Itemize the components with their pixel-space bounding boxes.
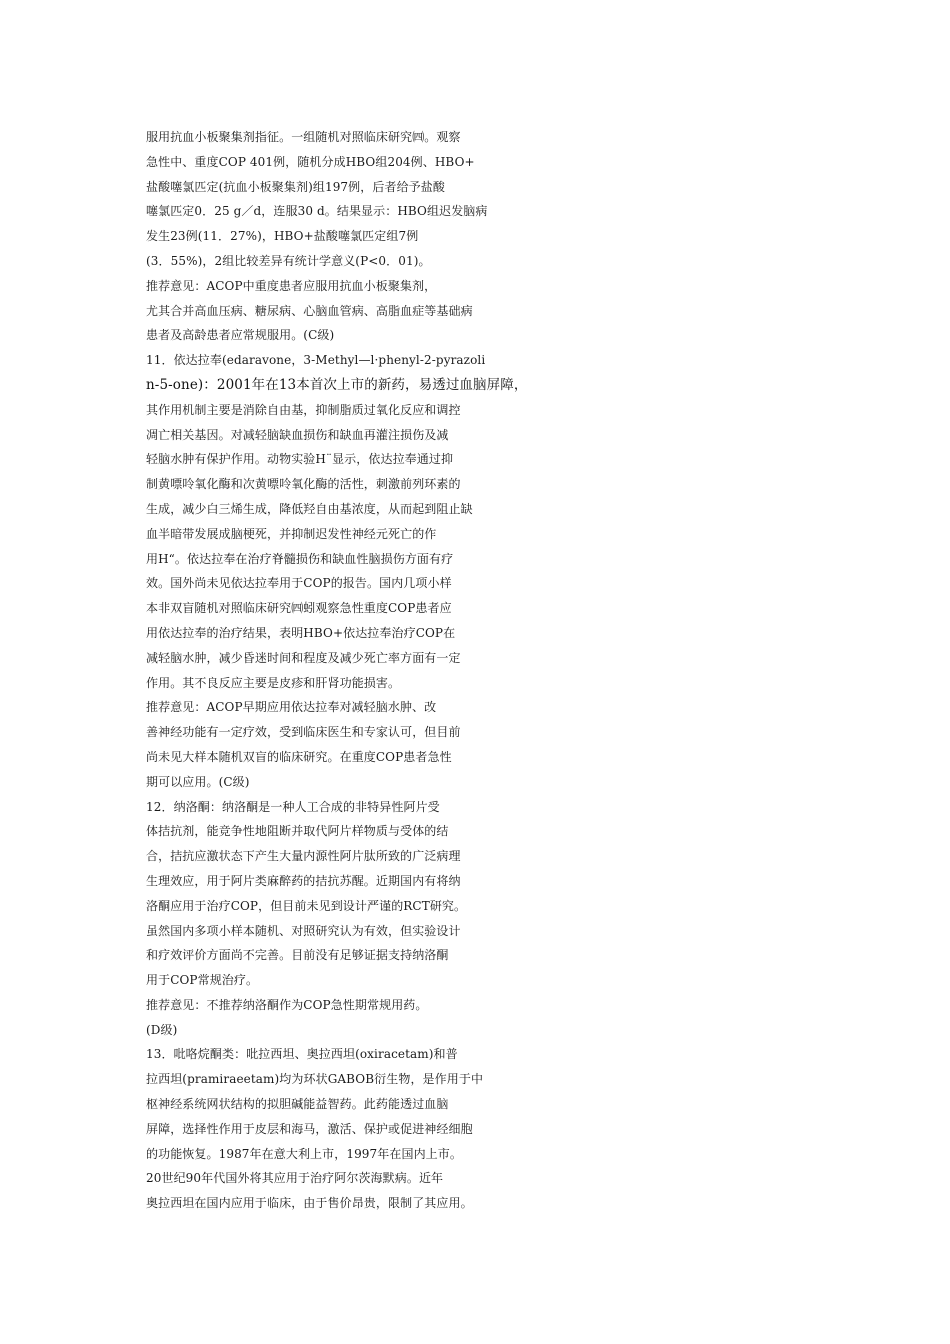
text-line: 效。国外尚未见依达拉奉用于COP的报告。国内几项小样 — [146, 576, 452, 591]
text-line: 患者及高龄患者应常规服用。(C级) — [146, 328, 335, 343]
text-line: 屏障，选择性作用于皮层和海马，激活、保护或促进神经细胞 — [146, 1121, 473, 1136]
text-line: 服用抗血小板聚集剂指征。一组随机对照临床研究㈣。观察 — [146, 130, 461, 144]
text-line: 减轻脑水肿，减少昏迷时间和程度及减少死亡率方面有一定 — [146, 650, 461, 665]
text-line: 用依达拉奉的治疗结果，表明HBO+依达拉奉治疗COP在 — [146, 625, 456, 640]
text-line: 本非双盲随机对照临床研究㈣蚓观察急性重度COP患者应 — [146, 601, 452, 616]
text-line: 11．依达拉奉(edaravone，3-Methyl—l·phenyl-2-pyrazoli — [146, 353, 486, 368]
text-line: 血半暗带发展成脑梗死，并抑制迟发性神经元死亡的作 — [146, 526, 437, 541]
text-line: 其作用机制主要是消除自由基，抑制脂质过氧化反应和调控 — [146, 402, 461, 417]
text-line: 盐酸噻氯匹定(抗血小板聚集剂)组197例，后者给予盐酸 — [146, 179, 445, 194]
text-line: 制黄嘌呤氧化酶和次黄嘌呤氧化酶的活性，刺激前列环素的 — [146, 477, 461, 492]
text-line: 发生23例(11．27%)，HBO+盐酸噻氯匹定组7例 — [146, 229, 419, 244]
text-line: 期可以应用。(C级) — [146, 774, 250, 789]
text-line: 用H“。依达拉奉在治疗脊髓损伤和缺血性脑损伤方面有疗 — [146, 551, 454, 566]
text-line: 20世纪90年代国外将其应用于治疗阿尔茨海默病。近年 — [146, 1171, 444, 1186]
text-line: 生理效应，用于阿片类麻醉药的拮抗苏醒。近期国内有将纳 — [146, 873, 461, 888]
text-line: 噻氯匹定0．25 g／d，连服30 d。结果显示：HBO组迟发脑病 — [146, 204, 488, 219]
text-line: 作用。其不良反应主要是皮疹和肝肾功能损害。 — [146, 675, 401, 690]
text-line: n-5-one)：2001年在13本首次上市的新药，易透过血脑屏障， — [146, 376, 528, 393]
text-line: 奥拉西坦在国内应用于临床，由于售价昂贵，限制了其应用。 — [146, 1196, 473, 1211]
text-line: 和疗效评价方面尚不完善。目前没有足够证据支持纳洛酮 — [146, 948, 449, 963]
text-line: 枢神经系统网状结构的拟胆碱能益智药。此药能透过血脑 — [146, 1097, 449, 1112]
text-line: 的功能恢复。1987年在意大利上市，1997年在国内上市。 — [146, 1146, 462, 1161]
text-line: 13．吡咯烷酮类：吡拉西坦、奥拉西坦(oxiracetam)和普 — [146, 1047, 458, 1062]
text-line: 尚未见大样本随机双盲的临床研究。在重度COP患者急性 — [146, 749, 452, 764]
text-line: (3．55%)，2组比较差异有统计学意义(P<0．01)。 — [146, 253, 431, 268]
text-line: 合，拮抗应激状态下产生大量内源性阿片肽所致的广泛病理 — [146, 849, 461, 864]
text-line: 体拮抗剂，能竞争性地阻断并取代阿片样物质与受体的结 — [146, 824, 449, 839]
text-line: 急性中、重度COP 401例，随机分成HBO组204例、HBO+ — [146, 154, 475, 169]
text-line: 12．纳洛酮：纳洛酮是一种人工合成的非特异性阿片受 — [146, 799, 440, 814]
text-line: 凋亡相关基因。对减轻脑缺血损伤和缺血再灌注损伤及减 — [146, 427, 449, 442]
text-line: 轻脑水肿有保护作用。动物实验H¨显示，依达拉奉通过抑 — [146, 452, 454, 467]
text-line: 用于COP常规治疗。 — [146, 973, 259, 988]
text-line: 拉西坦(pramiraeetam)均为环状GABOB衍生物，是作用于中 — [146, 1072, 484, 1087]
text-line: 善神经功能有一定疗效，受到临床医生和专家认可，但目前 — [146, 725, 461, 740]
text-line: 推荐意见：不推荐纳洛酮作为COP急性期常规用药。 — [146, 997, 428, 1012]
text-line: 虽然国内多项小样本随机、对照研究认为有效，但实验设计 — [146, 923, 461, 938]
text-line: 生成，减少白三烯生成，降低羟自由基浓度，从而起到阻止缺 — [146, 501, 473, 516]
text-line: (D级) — [146, 1022, 178, 1037]
text-line: 推荐意见：ACOP中重度患者应服用抗血小板聚集剂， — [146, 278, 437, 293]
body-text — [146, 125, 566, 1216]
text-line: 洛酮应用于治疗COP，但目前未见到设计严谨的RCT研究。 — [146, 898, 467, 913]
text-line: 推荐意见：ACOP早期应用依达拉奉对减轻脑水肿、改 — [146, 700, 437, 715]
text-line: 尤其合并高血压病、糖尿病、心脑血管病、高脂血症等基础病 — [146, 303, 473, 318]
